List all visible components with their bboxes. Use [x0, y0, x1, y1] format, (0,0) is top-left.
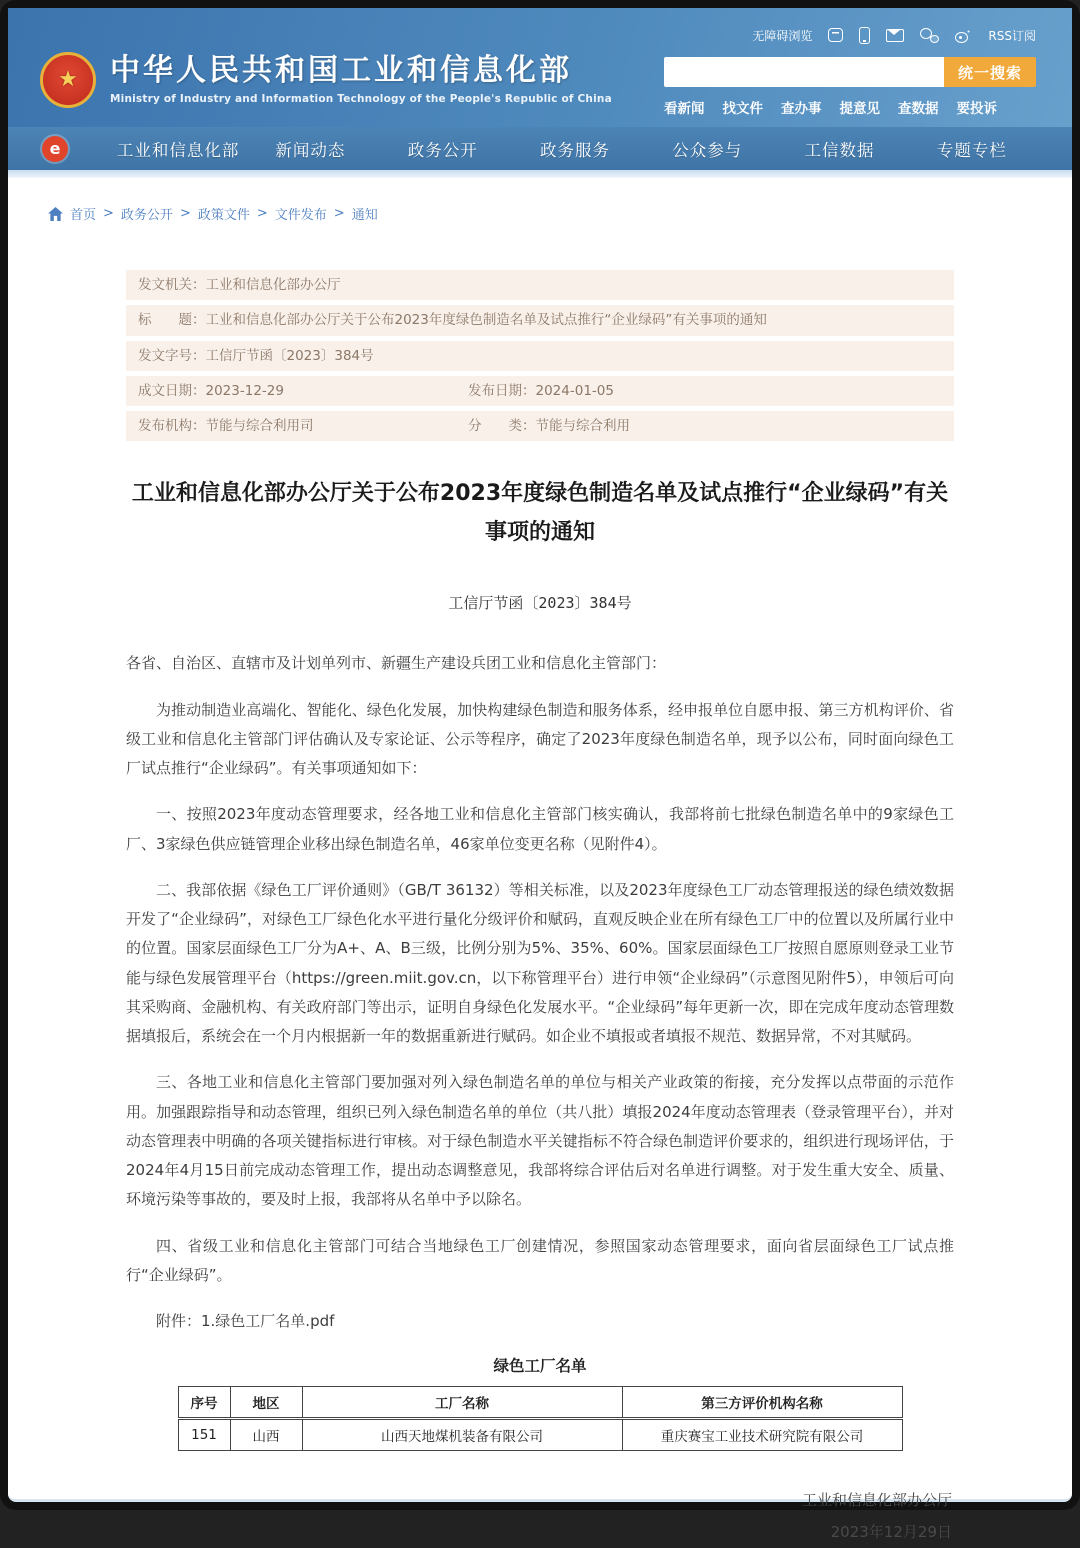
nav-item-special[interactable]: 专题专栏: [936, 140, 1007, 160]
quick-links: [664, 97, 1036, 117]
quick-link-services[interactable]: 查办事: [781, 101, 822, 117]
breadcrumb: [48, 204, 954, 223]
document-meta: [126, 270, 954, 441]
page: [8, 8, 1072, 1541]
signature-block: [126, 1485, 954, 1548]
factory-table: [178, 1386, 903, 1451]
article-title: 工业和信息化部办公厅关于公布2023年度绿色制造名单及试点推行“企业绿码”有关事项的通知: [131, 481, 949, 545]
factory-list-title: 绿色工厂名单: [493, 1357, 587, 1376]
content: [8, 178, 1072, 1548]
article-doc-number: 工信厅节函〔2023〕384号: [448, 594, 632, 613]
meta-row-doc-number: [126, 341, 954, 371]
breadcrumb-file-release[interactable]: 文件发布: [274, 208, 327, 223]
site-title: 中华人民共和国工业和信息化部: [110, 53, 572, 89]
nav-bottom-strip: [8, 170, 1072, 178]
meta-value: 节能与综合利用司: [205, 418, 314, 434]
header-cell-no: 序号: [178, 1387, 230, 1419]
meta-value: 节能与综合利用: [535, 418, 630, 434]
meta-label: 分 类：: [468, 418, 536, 434]
meta-label: 发文机关：: [138, 277, 206, 293]
mobile-icon[interactable]: [859, 27, 870, 44]
mail-icon[interactable]: [886, 29, 904, 42]
nav-item-miit[interactable]: 工业和信息化部: [116, 140, 240, 160]
wechat-icon[interactable]: [920, 28, 939, 43]
attachment-link[interactable]: 附件：1.绿色工厂名单.pdf: [156, 1312, 335, 1330]
signer: 工业和信息化部办公厅: [801, 1491, 952, 1510]
breadcrumb-gov-open[interactable]: 政务公开: [120, 208, 173, 223]
nav-item-data[interactable]: 工信数据: [804, 140, 875, 160]
article-paragraph: 为推动制造业高端化、智能化、绿色化发展，加快构建绿色制造和服务体系，经申报单位自愿申报、第三方机构评价、省级工业和信息化主管部门评估确认及专家论证、公示等程序，确定了2023年度绿色制造名单，现予以公布，同时面向绿色工厂试点推行“企业绿码”。有关事项通知如下：: [126, 700, 954, 777]
breadcrumb-separator: >: [333, 206, 345, 221]
breadcrumb-notice[interactable]: 通知: [351, 208, 378, 223]
article-paragraph: 三、各地工业和信息化主管部门要加强对列入绿色制造名单的单位与相关产业政策的衔接，充分发挥以点带面的示范作用。加强跟踪指导和动态管理，组织已列入绿色制造名单的单位（共八批）填报2024年度动态管理表（登录管理平台），并对动态管理表中明确的各项关键指标进行审核。对于绿色制造水平关键指标不符合绿色制造评价要求的，组织进行现场评估，于2024年4月15日前完成动态管理工作，提出动态调整意见，我部将综合评估后对名单进行调整。对于发生重大安全、质量、环境污染等事故的，要及时上报，我部将从名单中予以除名。: [126, 1073, 954, 1209]
meta-label: 发文字号：: [138, 347, 206, 364]
home-icon[interactable]: [48, 207, 63, 221]
meta-label: 发布日期：: [468, 382, 536, 399]
quick-link-files[interactable]: 找文件: [722, 101, 763, 117]
mascot-robot-icon[interactable]: [828, 28, 843, 42]
article-salutation: 各省、自治区、直辖市及计划单列市、新疆生产建设兵团工业和信息化主管部门：: [126, 654, 667, 673]
sign-date: 2023年12月29日: [830, 1522, 952, 1541]
weibo-icon[interactable]: [955, 28, 972, 43]
nav-item-gov-service[interactable]: 政务服务: [539, 140, 610, 160]
search-button[interactable]: 统一搜索: [944, 57, 1036, 87]
cell-no: 151: [178, 1419, 230, 1451]
meta-label: 发布机构：: [138, 418, 206, 434]
breadcrumb-policy-files[interactable]: 政策文件: [197, 208, 250, 223]
cell-factory: 山西天地煤机装备有限公司: [302, 1419, 622, 1451]
meta-value: 2023-12-29: [205, 382, 284, 399]
nav-item-participation[interactable]: 公众参与: [672, 140, 743, 160]
meta-row-publisher: [126, 411, 954, 441]
meta-label: 标 题：: [138, 312, 206, 329]
national-emblem-icon: [40, 52, 96, 108]
meta-value: 工业和信息化部办公厅: [205, 277, 341, 293]
nav-item-news[interactable]: 新闻动态: [275, 140, 346, 160]
article-paragraph: 四、省级工业和信息化主管部门可结合当地绿色工厂创建情况，参照国家动态管理要求，面向省层面绿色工厂试点推行“企业绿码”。: [126, 1236, 954, 1284]
search-bar: [664, 57, 1036, 87]
meta-value: 2024-01-05: [535, 382, 614, 399]
meta-label: 成文日期：: [138, 382, 206, 399]
breadcrumb-separator: >: [256, 206, 268, 221]
breadcrumb-separator: >: [179, 206, 191, 221]
header-right: [664, 8, 1036, 127]
utility-row: [752, 24, 1036, 46]
accessibility-link[interactable]: 无障碍浏览: [752, 28, 813, 43]
meta-row-issuing-agency: [126, 270, 954, 300]
meta-row-title: [126, 305, 954, 335]
cell-agency: 重庆赛宝工业技术研究院有限公司: [622, 1419, 902, 1451]
header-cell-region: 地区: [230, 1387, 302, 1419]
quick-link-complaint[interactable]: 要投诉: [956, 101, 997, 117]
breadcrumb-home[interactable]: 首页: [70, 208, 97, 223]
brand[interactable]: [40, 32, 612, 127]
table-row: [178, 1419, 902, 1451]
header-cell-factory: 工厂名称: [302, 1387, 622, 1419]
article-paragraph: 二、我部依据《绿色工厂评价通则》（GB/T 36132）等相关标准，以及2023年度绿色工厂动态管理报送的绿色绩效数据开发了“企业绿码”，对绿色工厂绿色化水平进行量化分级评价和赋码，直观反映企业在所有绿色工厂中的位置以及所属行业中的位置。国家层面绿色工厂分为A+、A、B三级，比例分别为5%、35%、60%。国家层面绿色工厂按照自愿原则登录工业节能与绿色发展管理平台（https://green.miit.gov.cn，以下称管理平台）进行申领“企业绿码”（示意图见附件5），申领后可向其采购商、金融机构、有关政府部门等出示，证明自身绿色化发展水平。“企业绿码”每年更新一次，即在完成年度动态管理数据填报后，系统会在一个月内根据新一年的数据重新进行赋码。如企业不填报或者填报不规范、数据异常，不对其赋码。: [126, 880, 954, 1045]
breadcrumb-separator: >: [103, 206, 114, 221]
quick-link-data[interactable]: 查数据: [898, 101, 939, 117]
site-subtitle: Ministry of Industry and Information Technology of the People's Republic of China: [110, 92, 612, 105]
factory-table-header-row: [178, 1387, 902, 1419]
rss-link[interactable]: RSS订阅: [988, 28, 1036, 43]
header-cell-agency: 第三方评价机构名称: [622, 1387, 902, 1419]
quick-link-news[interactable]: 看新闻: [664, 101, 705, 117]
cell-region: 山西: [230, 1419, 302, 1451]
site-header: [8, 8, 1072, 127]
meta-value: 工业和信息化部办公厅关于公布2023年度绿色制造名单及试点推行“企业绿码”有关事项的通知: [205, 312, 767, 329]
brand-text: [110, 54, 612, 105]
nav-item-gov-open[interactable]: 政务公开: [407, 140, 478, 160]
quick-link-feedback[interactable]: 提意见: [839, 101, 880, 117]
emblem-star-icon: ★: [58, 66, 78, 92]
miit-logo-icon[interactable]: e: [42, 136, 68, 162]
search-input[interactable]: [664, 57, 944, 87]
main-nav: [8, 127, 1072, 170]
article-body: [126, 649, 954, 1336]
article-paragraph: 一、按照2023年度动态管理要求，经各地工业和信息化主管部门核实确认，我部将前七批绿色制造名单中的9家绿色工厂、3家绿色供应链管理企业移出绿色制造名单，46家单位变更名称（见附件4）。: [126, 805, 954, 853]
meta-value: 工信厅节函〔2023〕384号: [205, 347, 374, 364]
meta-row-dates: [126, 376, 954, 406]
